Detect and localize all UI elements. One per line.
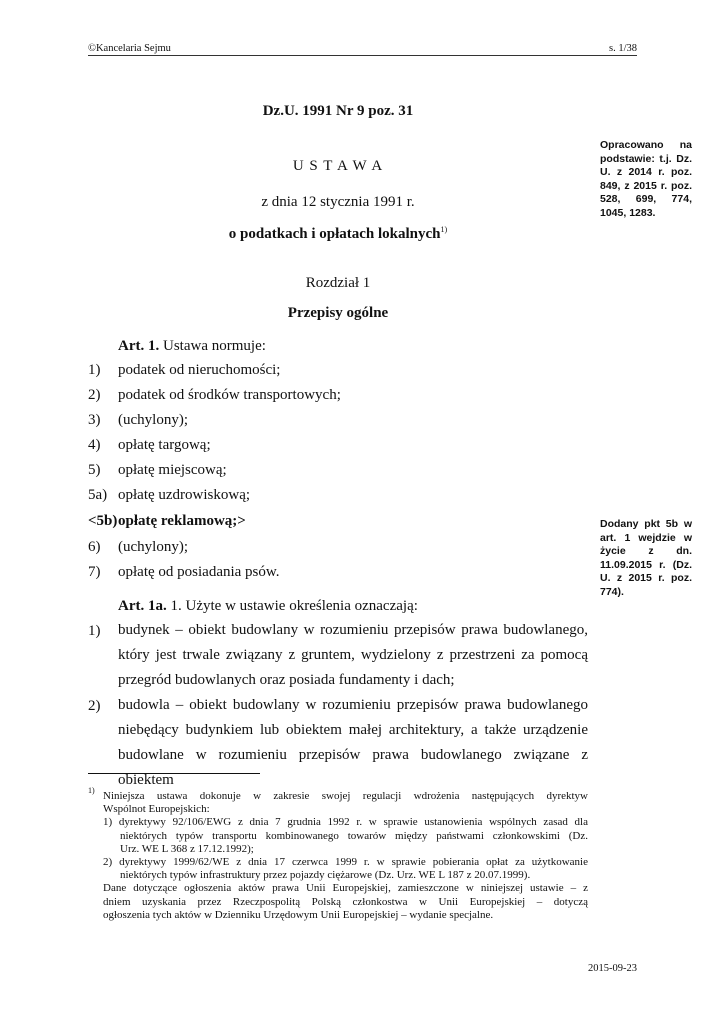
footer-date: 2015-09-23	[588, 963, 637, 974]
item-num: 7)	[88, 564, 101, 580]
item-text: (uchylony);	[118, 412, 188, 428]
item-text: podatek od środków transportowych;	[118, 387, 341, 403]
act-type: U S T A W A	[292, 158, 384, 174]
footnote-line: Niniejsza ustawa dokonuje w zakresie swojej regulacji wdrożenia następujących dyrektyw	[103, 790, 588, 802]
footnote-line: 1) dyrektywy 92/106/EWG z dnia 7 grudnia 1992 r. w sprawie ustanowienia wspólnych zasad dla	[103, 816, 588, 829]
text-line: budowla – obiekt budowlany w rozumieniu przepisów prawa budowlanego	[118, 697, 588, 713]
footnote-text	[103, 790, 588, 922]
journal-reference: Dz.U. 1991 Nr 9 poz. 31	[262, 103, 414, 119]
item-text: (uchylony);	[118, 539, 188, 555]
item-num: 5)	[88, 462, 101, 478]
footnote-marker: 1)	[88, 786, 95, 795]
footnote-divider	[88, 773, 260, 774]
item-num: 5a)	[88, 487, 108, 503]
item-text: podatek od nieruchomości;	[118, 362, 281, 378]
sidenote-source: Opracowano na podstawie: t.j. Dz. U. z 2014 r. poz. 849, z 2015 r. poz. 528, 699, 774, 1045, 1283.	[600, 139, 692, 219]
footnote-line: niektórych typów infrastruktury przez pojazdy ciężarowe (Dz. Urz. WE L 187 z 20.07.1999).	[120, 869, 531, 882]
item-num: 4)	[88, 437, 101, 453]
header-source: ©Kancelaria Sejmu	[88, 43, 171, 54]
definition-budynek	[118, 618, 588, 693]
act-title	[88, 226, 588, 243]
footnote-ref: 1)	[440, 225, 448, 234]
art1a-intro-text: 1. Użyte w ustawie określenia oznaczają:	[170, 598, 418, 614]
header-divider	[88, 55, 637, 56]
footnote-line: Urz. WE L 368 z 17.12.1992);	[120, 842, 254, 855]
item-text: opłatę uzdrowiskową;	[118, 487, 251, 503]
art1a-intro	[118, 598, 418, 615]
item-num: 1)	[88, 362, 101, 378]
chapter-number: Rozdział 1	[305, 275, 371, 291]
footnote-line: Dane dotyczące ogłoszenia aktów prawa Unii Europejskiej, zamieszczone w niniejszej ustawie – z	[103, 882, 588, 895]
item-text: opłatę reklamową;>	[118, 513, 246, 529]
item-num: 3)	[88, 412, 101, 428]
text-line: który jest trwale związany z gruntem, wydzielony z przestrzeni za pomocą	[118, 647, 588, 663]
definition-budowla	[118, 693, 588, 788]
act-date: z dnia 12 stycznia 1991 r.	[261, 194, 415, 210]
art1-intro	[118, 338, 266, 355]
footnote-line: Wspólnot Europejskich:	[103, 803, 210, 816]
art1-label: Art. 1.	[118, 338, 160, 354]
art1a-label: Art. 1a.	[118, 598, 167, 614]
item-num: 2)	[88, 698, 101, 714]
item-num: 6)	[88, 539, 101, 555]
text-line: budowlane w rozumieniu przepisów prawa budowlanego związane z obiektem	[118, 747, 588, 788]
art1-intro-text: Ustawa normuje:	[163, 338, 266, 354]
item-num: 1)	[88, 623, 101, 639]
item-text: opłatę od posiadania psów.	[118, 564, 280, 580]
item-num: <5b)	[88, 513, 118, 529]
footnote-line: 2) dyrektywy 1999/62/WE z dnia 17 czerwca 1999 r. w sprawie pobierania opłat za użytkowanie	[103, 856, 588, 869]
sidenote-amendment: Dodany pkt 5b w art. 1 wejdzie w życie z dn. 11.09.2015 r. (Dz. U. z 2015 r. poz. 774).	[600, 518, 692, 598]
footnote-line: dniem uzyskania przez Rzeczpospolitą Polską członkostwa w Unii Europejskiej – dotyczą	[103, 895, 588, 908]
text-line: budynek – obiekt budowlany w rozumieniu przepisów prawa budowlanego,	[118, 622, 588, 638]
act-title-text: o podatkach i opłatach lokalnych	[228, 226, 441, 242]
item-text: opłatę targową;	[118, 437, 211, 453]
item-text: opłatę miejscową;	[118, 462, 227, 478]
item-num: 2)	[88, 387, 101, 403]
page-number: s. 1/38	[608, 43, 637, 54]
text-line: przegród budowlanych oraz posiada fundamenty i dach;	[118, 672, 455, 688]
text-line: niebędący budynkiem lub obiektem małej architektury, a także urządzenie	[118, 722, 588, 738]
footnote-line: ogłoszenia tych aktów w Dzienniku Urzędowym Unii Europejskiej – wydanie specjalne.	[103, 908, 494, 921]
chapter-title: Przepisy ogólne	[287, 305, 389, 321]
footnote-line: niektórych typów transportu kombinowanego towarów między państwami członkowskimi (Dz.	[120, 829, 588, 842]
